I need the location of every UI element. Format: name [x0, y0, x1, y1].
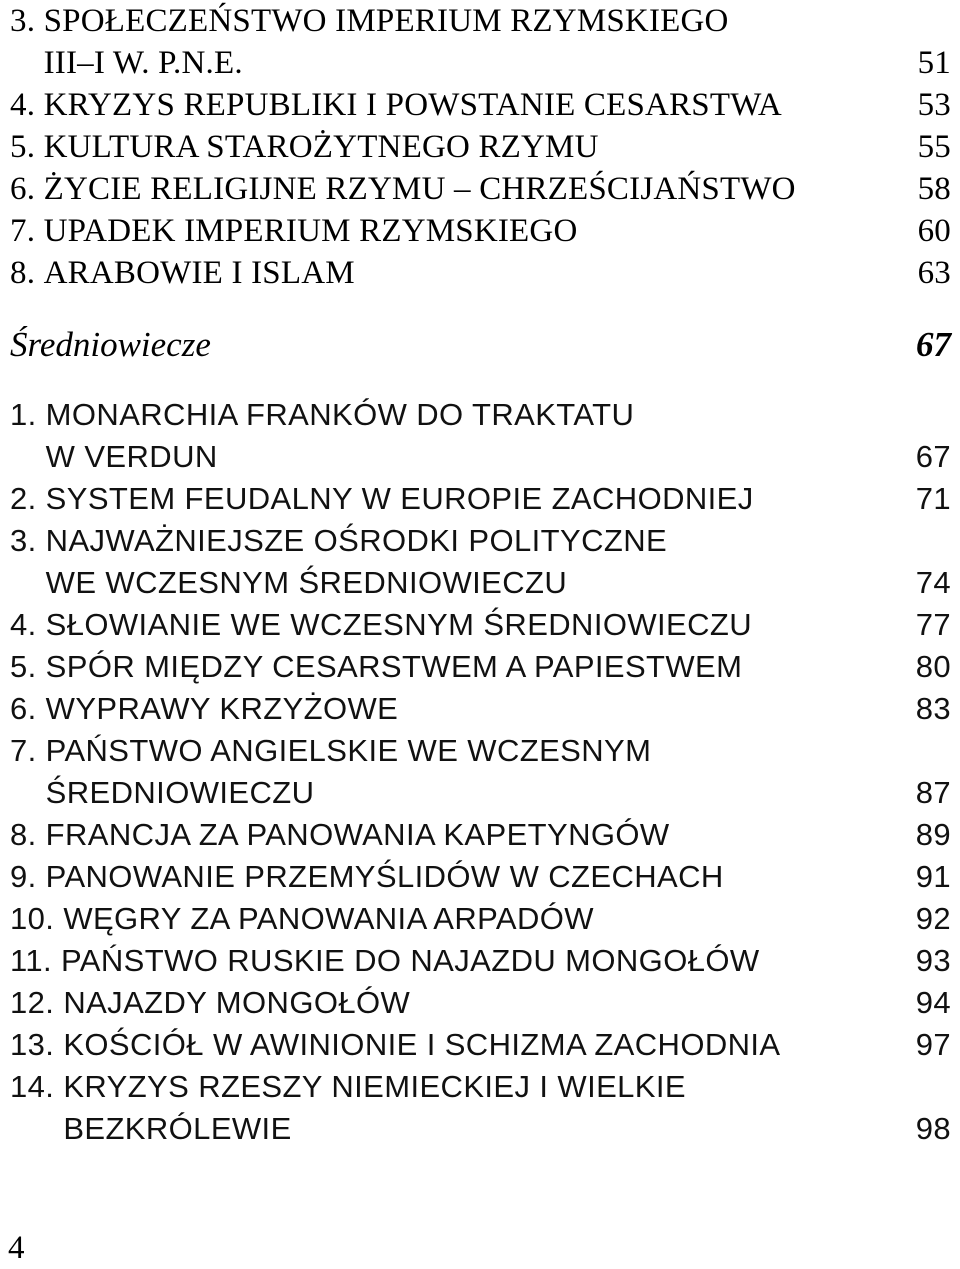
toc-entry-title: FRANCJA ZA PANOWANIA KAPETYNGÓW	[45, 817, 670, 852]
toc-entry-text	[10, 1024, 903, 1066]
toc-entry	[10, 168, 951, 210]
toc-entry	[10, 252, 951, 294]
toc-entry-number: 6.	[10, 171, 44, 207]
toc-entry-page: 93	[915, 943, 951, 978]
toc-entry	[10, 730, 951, 814]
toc-entry	[10, 520, 951, 604]
toc-entry-text	[10, 646, 903, 688]
toc-entry-page: 80	[915, 649, 951, 684]
toc-entry-title: UPADEK IMPERIUM RZYMSKIEGO	[43, 213, 578, 249]
toc-entry-page: 94	[915, 985, 951, 1020]
toc-entry	[10, 856, 951, 898]
toc-entry	[10, 478, 951, 520]
toc-entry-page: 58	[917, 171, 951, 207]
toc-entry-text	[10, 1066, 903, 1150]
toc-entry-page: 51	[917, 45, 951, 81]
toc-entry-text	[10, 478, 903, 520]
toc-entry-text	[10, 84, 903, 126]
toc-entry-text	[10, 520, 903, 604]
toc-entry-page: 98	[915, 1111, 951, 1146]
toc-entry-title: SYSTEM FEUDALNY W EUROPIE ZACHODNIEJ	[45, 481, 754, 516]
toc-entry-text	[10, 856, 903, 898]
toc-entry-text	[10, 126, 903, 168]
toc-entry-number: 7.	[10, 213, 44, 249]
toc-entry-number: 11.	[10, 943, 62, 978]
toc-entry-page: 77	[915, 607, 951, 642]
toc-entry	[10, 688, 951, 730]
toc-entry	[10, 646, 951, 688]
toc-entry-page: 97	[915, 1027, 951, 1062]
toc-entry	[10, 1066, 951, 1150]
toc-entry	[10, 814, 951, 856]
section-heading	[10, 324, 951, 366]
toc-entry-number: 10.	[10, 901, 64, 936]
toc-entry	[10, 898, 951, 940]
toc-entry-text	[10, 394, 903, 478]
toc-entry-text	[10, 814, 903, 856]
toc-entry-number: 9.	[10, 859, 46, 894]
toc-entry-text	[10, 688, 903, 730]
toc-entry-title: SPOŁECZEŃSTWO IMPERIUM RZYMSKIEGO III–I W. P.N.E.	[43, 3, 729, 81]
toc-entry-title: SŁOWIANIE WE WCZESNYM ŚREDNIOWIECZU	[45, 607, 753, 642]
toc-entry	[10, 126, 951, 168]
toc-entry-number: 12.	[10, 985, 64, 1020]
toc-entry-title: WĘGRY ZA PANOWANIA ARPADÓW	[63, 901, 594, 936]
toc-top-list	[10, 0, 951, 294]
toc-entry-number: 6.	[10, 691, 46, 726]
toc-entry-page: 92	[915, 901, 951, 936]
toc-entry-page: 55	[917, 129, 951, 165]
toc-entry-text	[10, 210, 903, 252]
toc-entry-title: ARABOWIE I ISLAM	[43, 255, 355, 291]
toc-entry-page: 89	[915, 817, 951, 852]
toc-entry-text	[10, 604, 903, 646]
toc-entry-number: 14.	[10, 1069, 64, 1104]
toc-entry-text	[10, 168, 903, 210]
section-title: Średniowiecze	[10, 325, 211, 364]
toc-entry-page: 63	[917, 255, 951, 291]
toc-entry-text	[10, 940, 903, 982]
toc-entry	[10, 0, 951, 84]
toc-entry-title: PAŃSTWO RUSKIE DO NAJAZDU MONGOŁÓW	[61, 943, 760, 978]
toc-entry-page: 60	[917, 213, 951, 249]
toc-entry-title: NAJAZDY MONGOŁÓW	[63, 985, 411, 1020]
toc-entry	[10, 604, 951, 646]
toc-entry-title: ŻYCIE RELIGIJNE RZYMU – CHRZEŚCIJAŃSTWO	[43, 171, 796, 207]
toc-entry-page: 53	[917, 87, 951, 123]
toc-entry-number: 13.	[10, 1027, 64, 1062]
toc-entry-title: WYPRAWY KRZYŻOWE	[45, 691, 399, 726]
toc-entry	[10, 940, 951, 982]
toc-entry-page: 67	[915, 439, 951, 474]
toc-entry-title: MONARCHIA FRANKÓW DO TRAKTATU W VERDUN	[45, 397, 635, 474]
toc-entry-number: 7.	[10, 733, 46, 768]
toc-entry	[10, 84, 951, 126]
toc-entry-number: 1.	[10, 397, 46, 432]
toc-entry-text	[10, 252, 903, 294]
toc-entry	[10, 394, 951, 478]
toc-bottom-list	[10, 394, 951, 1150]
toc-entry-number: 8.	[10, 817, 46, 852]
toc-entry-number: 2.	[10, 481, 46, 516]
toc-entry-title: KRYZYS RZESZY NIEMIECKIEJ I WIELKIE BEZKRÓLEWIE	[63, 1069, 686, 1146]
toc-entry-text	[10, 730, 903, 814]
page-number: 4	[8, 1230, 25, 1266]
toc-entry-page: 71	[915, 481, 951, 516]
toc-entry-title: KOŚCIÓŁ W AWINIONIE I SCHIZMA ZACHODNIA	[63, 1027, 781, 1062]
toc-entry	[10, 1024, 951, 1066]
toc-entry-number: 8.	[10, 255, 44, 291]
toc-entry-page: 87	[915, 775, 951, 810]
toc-entry-number: 3.	[10, 523, 46, 558]
toc-entry-text	[10, 898, 903, 940]
toc-entry-title: PAŃSTWO ANGIELSKIE WE WCZESNYM ŚREDNIOWIECZU	[45, 733, 652, 810]
toc-entry-title: KULTURA STAROŻYTNEGO RZYMU	[43, 129, 599, 165]
toc-entry-text	[10, 0, 903, 84]
toc-entry-page: 74	[915, 565, 951, 600]
toc-entry-number: 5.	[10, 649, 46, 684]
toc-entry-text	[10, 982, 903, 1024]
toc-entry-page: 91	[915, 859, 951, 894]
toc-entry-number: 4.	[10, 87, 44, 123]
section-page-number: 67	[916, 325, 951, 364]
toc-entry-number: 3.	[10, 3, 44, 39]
toc-entry-page: 83	[915, 691, 951, 726]
toc-entry-title: NAJWAŻNIEJSZE OŚRODKI POLITYCZNE WE WCZESNYM ŚREDNIOWIECZU	[45, 523, 668, 600]
toc-entry	[10, 210, 951, 252]
toc-entry-title: PANOWANIE PRZEMYŚLIDÓW W CZECHACH	[45, 859, 724, 894]
toc-entry	[10, 982, 951, 1024]
toc-entry-title: SPÓR MIĘDZY CESARSTWEM A PAPIESTWEM	[45, 649, 743, 684]
toc-entry-title: KRYZYS REPUBLIKI I POWSTANIE CESARSTWA	[43, 87, 782, 123]
toc-entry-number: 5.	[10, 129, 44, 165]
toc-entry-number: 4.	[10, 607, 46, 642]
table-of-contents	[10, 0, 951, 1150]
